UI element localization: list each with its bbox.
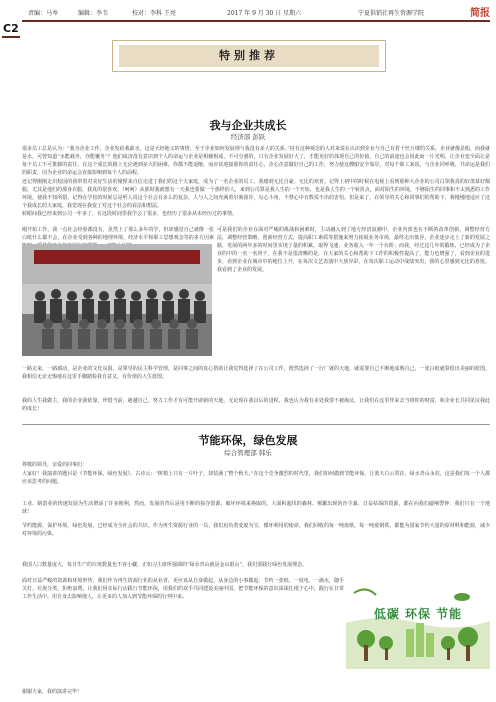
article2-title: 节能环保，绿色发展 bbox=[198, 434, 298, 447]
article1-title: 我与企业共成长 bbox=[209, 119, 287, 132]
article1-paragraph: 可是我们的企业在面对严峻的挑战和困难时，主动融入到了地方经济浪潮中，企业内部也在不断的改革创新，调整经营方法，调整经营策略，创新经营方式，提高职工素质等措施来努力拓展业务市场，最终走出低谷，企业逐步走上了新的发展之路，发展的两年多的时间里实现了量的积累，取得飞速，业务收入一年一个台阶；而我，经过这几年的锻炼，已经成为了企业的中的一名一名骨干，在我不是很清晰的是，在大家的关心和帮助下工作的积极性提高了，能力也增强了，看到企业的进步，看到企业在城市中的地位上升，在每次文艺表演中大放异彩，在每次职工运动中成绩突出，我的心里感到无比的喜悦。我看到了企业的发展。 bbox=[217, 227, 490, 273]
eco-poster-caption: 低碳 环保 节能 bbox=[373, 607, 463, 621]
section-banner-fill bbox=[119, 45, 379, 67]
paper-logo: 简报 bbox=[470, 8, 490, 19]
article1-paragraph: 转眼间我已经来到公司一年多了，在这段时间里我学会了很多，也经历了很多从未经历过的事情。 bbox=[22, 211, 238, 217]
header-editor: 编辑：李韦 bbox=[78, 10, 109, 17]
group-photo-image bbox=[22, 244, 212, 356]
article2-author: 综合管理部 韩乐 bbox=[224, 449, 272, 457]
header-editor-chief: 责编：马岑 bbox=[28, 10, 59, 17]
article2-paragraph: 工业、制造业的快速发展为生活增添了许多便利，然而，发展的背后是用不断的掠夺资源、破坏环境来换取的。大面积超伐的森林、频繁出现的沙尘暴、日益枯竭的资源，都在向我们敲响警钟：我们只有一个地球！ bbox=[22, 501, 490, 515]
section-banner bbox=[112, 40, 386, 72]
article1-author: 经济部 彭跃 bbox=[230, 133, 266, 141]
article1-paragraph: 还记得刚刚走出校园的我带着对美好生活的憧憬来自信走进了我们的这个大家庭，成为了一名企业的员工，我感到无比自豪。无比的欢喜。记得上初中的时候在电视上看到那种大企业的公司白领我真的好羡慕好佩服，尤其是他们的那身衣服，我真的很喜欢，（呵呵）从那时我就想有一天我也要做一个那样的人，来到公司算是我人生的一个开始，也是我人生的一个转折点，面对陌生的环境，不够陌生的同事和不太熟悉的工作环境，使我不知所措。记得在学校的时候总是听人说这个社会有多么的复杂，人与人之间充满着尔虞我诈，勾心斗角，不禁心中有数说不出的害怕。但是来了，在领导的关心和同事们的帮助下，我慢慢地适应了这个我成长的大家庭，我觉现在我变了对这个社会的看法和想法。 bbox=[22, 179, 490, 209]
article2-paragraph: 大家好！我演讲的题目是《节能环保，绿色发展》。古诗云：“树梢上只有一片叶子，却装满了整个秋天。”在这个竞争激烈的时代里，我们如何做到节能环保，让蓝天白云常在，绿水青山永驻，这是我们每一个人都应该思考的问题。 bbox=[22, 471, 490, 485]
page-header bbox=[22, 6, 490, 20]
article2-paragraph: 面对日益严峻的资源和环境形势，我们作为再生资源行业的从业者，更应该从自身做起，从身边的小事做起：节约一张纸、一度电、一滴水，随手关灯，垃圾分类，拒绝浪费。让我们用实际行动践行节能环保，用我们的双手共同建设美丽中国，把节能环保的意识深深扎根于心中，践行在日常工作生活中。用自身去影响他人，让更多的人加入到节能环保的行列中来。 bbox=[22, 578, 344, 600]
article2-closing: 谢谢大家，我的演讲完毕！ bbox=[22, 689, 83, 695]
header-proof: 校对：李科 王亮 bbox=[132, 10, 176, 17]
article1-paragraph: 一路走来，一路感动，是企业的文化氛围，是领导的民主科学管理，是同事之间的真心帮助让我觉得选择了在公司工作，既然选择了一行厂就的天地，就需要自己不断地成熟自己，一张白纸就算绘出美丽的蓝图，我相信无论无悔地在这里手脚踏检我自意义，有价值的人生蓝图。 bbox=[22, 366, 490, 380]
article2-paragraph: 我国人口数量庞大，每日生产的垃圾数量也不容小觑，正如习主席所强调的“绿水青山就是金山银山”，我们要践行绿色发展理念。 bbox=[22, 562, 308, 568]
page-code: C2 bbox=[3, 22, 19, 35]
article2-paragraph: 节约能源，保护环境，绿色发展，已经成为全社会的共识。作为再生资源行业的一员，我们肩负着变废为宝、循环利用的使命。我们回收的每一吨废纸、每一吨废钢铁，都能为国家节约大量的原材料和能源，减少对环境的污染。 bbox=[22, 523, 490, 537]
group-photo bbox=[22, 244, 212, 356]
corner-rule bbox=[2, 36, 20, 38]
article2-greeting: 尊敬的领导，亲爱的同事们： bbox=[22, 462, 88, 468]
section-banner-title: 特别推荐 bbox=[219, 49, 279, 62]
eco-poster-image bbox=[346, 583, 490, 669]
header-school: 宁夏供销社再生资源学院 bbox=[358, 10, 425, 17]
article1-paragraph: 很多员工总是认为：“我为企业工作，企业发给我薪水，这是天经地义的事情，至于企业如何发展则与我没有多大的关系。”持有这种观念的人对来说在认识到企业与自己有着千丝万缕的关系，企业就像是船，而我就是水，可曾知道“水能载舟，亦能覆舟”？他们成济没有意识到个人的命运与企业是相辅相成，不可分割的，只有企业发展好大了，才能更好的体现自己的价值，自己的前途也会因此而一片光明。让企业变全面让是每个员工不可推卸的责任，在这个成长的路上无论遇到多大的困难，你都不能退缩，而应该迎接那你的责任心，企心企意做好自己的工作，努力使这艘船安全靠岸。对每个职工来说，与企业同呼吸、共命运是我们的职责，因为企业的命运会直接影响到每个人的前程。 bbox=[22, 146, 490, 176]
article1-paragraph: 我的人生我做主，我的企业我依靠，珍惜当前，趁越自己，努力工作才有可能开辟新的天地，无论现在我以后的进程，我也认为我有多处我要不被淘汰，让我们在这里伴来去当将你的财富，和企业长共同见证我此的成长！ bbox=[22, 398, 490, 412]
article1-paragraph: 刚开始工作，我一点社会经验都没有，虽然上了那么多年的学，但却感觉自己就像一张白纸什么都不会，在企业受到各种的地理环境，经济水平和职工思想观念等的多方因素 bbox=[22, 227, 214, 241]
article-divider bbox=[22, 424, 490, 425]
header-date: 2017 年 9 月 30 日 星期六 bbox=[227, 10, 302, 17]
header-rule bbox=[22, 20, 490, 22]
eco-poster bbox=[346, 583, 490, 669]
